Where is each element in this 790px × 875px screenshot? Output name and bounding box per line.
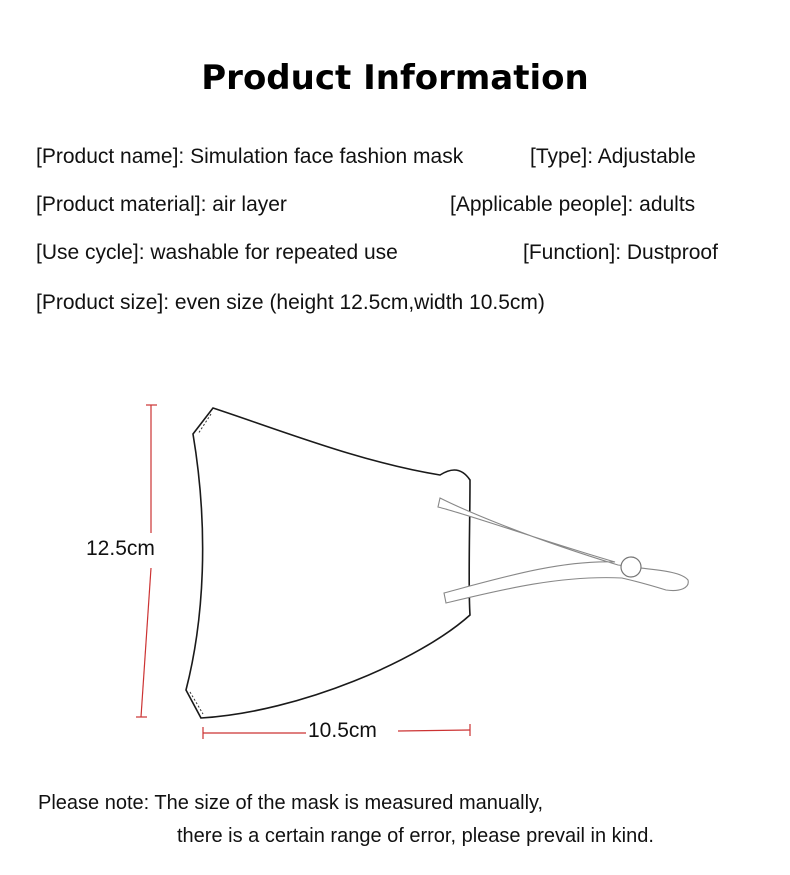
height-label: 12.5cm xyxy=(86,537,155,560)
page-title: Product Information xyxy=(201,58,589,98)
size-text: [Product size]: even size (height 12.5cm,width 10.5cm) xyxy=(36,291,545,314)
use-cycle-text: [Use cycle]: washable for repeated use xyxy=(36,241,398,264)
function-text: [Function]: Dustproof xyxy=(523,241,718,264)
note-line-2: there is a certain range of error, please prevail in kind. xyxy=(177,825,654,847)
width-label: 10.5cm xyxy=(308,719,377,742)
material-text: [Product material]: air layer xyxy=(36,193,287,216)
height-dimension-line xyxy=(136,405,157,717)
strap-stopper xyxy=(621,557,641,577)
note-line-1: The size of the mask is measured manually, xyxy=(154,792,544,814)
applicable-people-text: [Applicable people]: adults xyxy=(450,193,696,216)
mask-outline xyxy=(186,408,470,718)
note-block xyxy=(38,792,543,815)
mask-size-diagram xyxy=(0,390,790,760)
product-name-text: [Product name]: Simulation face fashion mask xyxy=(36,145,464,168)
type-text: [Type]: Adjustable xyxy=(530,145,696,168)
ear-strap xyxy=(438,498,688,603)
note-prefix: Please note: xyxy=(38,792,150,814)
mask-illustration xyxy=(0,390,790,760)
